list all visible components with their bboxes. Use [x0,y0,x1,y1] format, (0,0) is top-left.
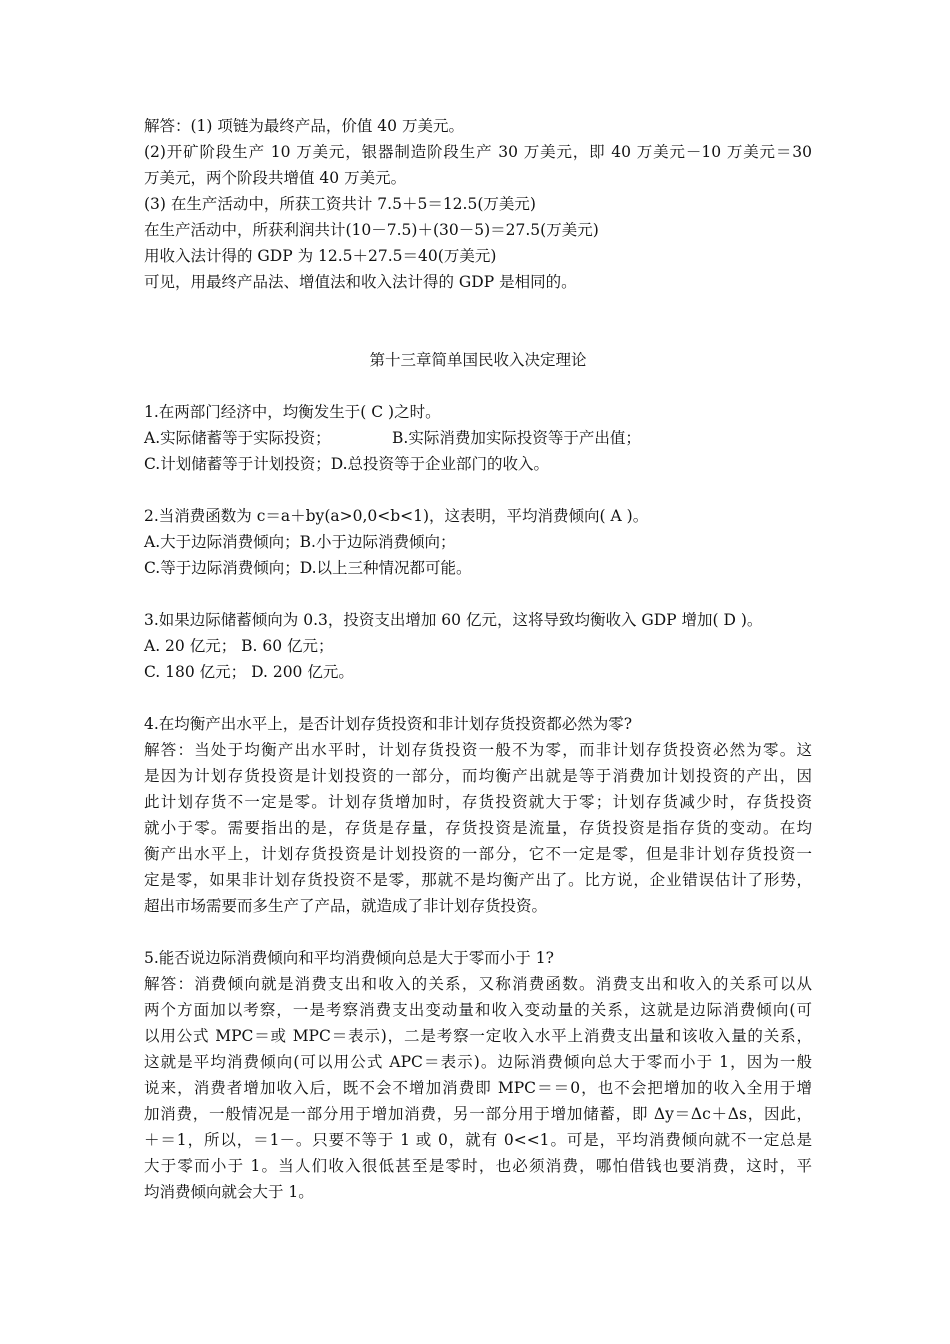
answer-line: 以用公式 MPC＝或 MPC＝表示)，二是考察一定收入水平上消费支出量和该收入量的关系， [144,1027,812,1045]
chapter-title: 第十三章简单国民收入决定理论 [369,351,587,369]
answer-line: 说来，消费者增加收入后，既不会不增加消费即 MPC＝＝0，也不会把增加的收入全用于增 [144,1079,812,1097]
option-a: A.实际储蓄等于实际投资； [144,429,331,447]
answer-line: (3) 在生产活动中，所获工资共计 7.5＋5＝12.5(万美元) [144,195,536,213]
answer-line: 定是零，如果非计划存货投资不是零，那就不是均衡产出了。比方说，企业错误估计了形势， [144,871,812,889]
answer-line: ＋＝1，所以，＝1－。只要不等于 1 或 0，就有 0<<1。可是，平均消费倾向就不一定总是 [144,1131,812,1149]
answer-line: 就小于零。需要指出的是，存货是存量，存货投资是流量，存货投资是指存货的变动。在均 [144,819,812,837]
answer-line: 此计划存货不一定是零。计划存货增加时，存货投资就大于零；计划存货减少时，存货投资 [144,793,812,811]
options-row: C.计划储蓄等于计划投资；D.总投资等于企业部门的收入。 [144,455,550,473]
answer-line: 加消费，一般情况是一部分用于增加消费，另一部分用于增加储蓄，即 Δy＝Δc＋Δs，因此， [144,1105,812,1123]
options-row: A. 20 亿元； B. 60 亿元； [144,637,334,655]
question-5 [144,945,812,1205]
document-page [144,113,812,1205]
answer-line: 两个方面加以考察，一是考察消费支出变动量和收入变动量的关系，这就是边际消费倾向(可 [144,1001,812,1019]
options-row: C. 180 亿元； D. 200 亿元。 [144,663,354,681]
answer-line: 均消费倾向就会大于 1。 [144,1183,314,1201]
options-row [144,425,812,451]
answer-line: 万美元，两个阶段共增值 40 万美元。 [144,169,407,187]
answer-line: 超出市场需要而多生产了产品，就造成了非计划存货投资。 [144,897,548,915]
question-text: 5.能否说边际消费倾向和平均消费倾向总是大于零而小于 1? [144,949,554,967]
answer-line: (2)开矿阶段生产 10 万美元，银器制造阶段生产 30 万美元，即 40 万美元－10 万美元＝30 [144,143,812,161]
question-3 [144,607,812,685]
answer-line: 解答：当处于均衡产出水平时，计划存货投资一般不为零，而非计划存货投资必然为零。这 [144,741,812,759]
option-b: B.实际消费加实际投资等于产出值； [392,429,641,447]
answer-line: 可见，用最终产品法、增值法和收入法计得的 GDP 是相同的。 [144,273,577,291]
question-text: 4.在均衡产出水平上，是否计划存货投资和非计划存货投资都必然为零? [144,715,633,733]
options-row: A.大于边际消费倾向；B.小于边际消费倾向； [144,533,456,551]
answer-line: 解答：消费倾向就是消费支出和收入的关系，又称消费函数。消费支出和收入的关系可以从 [144,975,812,993]
question-1 [144,399,812,477]
question-4 [144,711,812,919]
answer-line: 大于零而小于 1。当人们收入很低甚至是零时，也必须消费，哪怕借钱也要消费，这时，平 [144,1157,812,1175]
previous-answer-block [144,113,812,295]
question-text: 1.在两部门经济中，均衡发生于( C )之时。 [144,403,441,421]
answer-line: 用收入法计得的 GDP 为 12.5＋27.5＝40(万美元) [144,247,497,265]
answer-line: 这就是平均消费倾向(可以用公式 APC＝表示)。边际消费倾向总大于零而小于 1，因为一般 [144,1053,812,1071]
answer-line: 衡产出水平上，计划存货投资是计划投资的一部分，它不一定是零，但是非计划存货投资一 [144,845,812,863]
answer-line: 是因为计划存货投资是计划投资的一部分，而均衡产出就是等于消费加计划投资的产出，因 [144,767,812,785]
answer-line: 在生产活动中，所获利润共计(10－7.5)＋(30－5)＝27.5(万美元) [144,221,599,239]
options-row: C.等于边际消费倾向；D.以上三种情况都可能。 [144,559,472,577]
question-text: 2.当消费函数为 c＝a＋by(a>0,0<b<1)，这表明，平均消费倾向( A )。 [144,507,649,525]
question-2 [144,503,812,581]
answer-line: 解答：(1) 项链为最终产品，价值 40 万美元。 [144,117,464,135]
question-text: 3.如果边际储蓄倾向为 0.3，投资支出增加 60 亿元，这将导致均衡收入 GDP 增加( D )。 [144,611,763,629]
